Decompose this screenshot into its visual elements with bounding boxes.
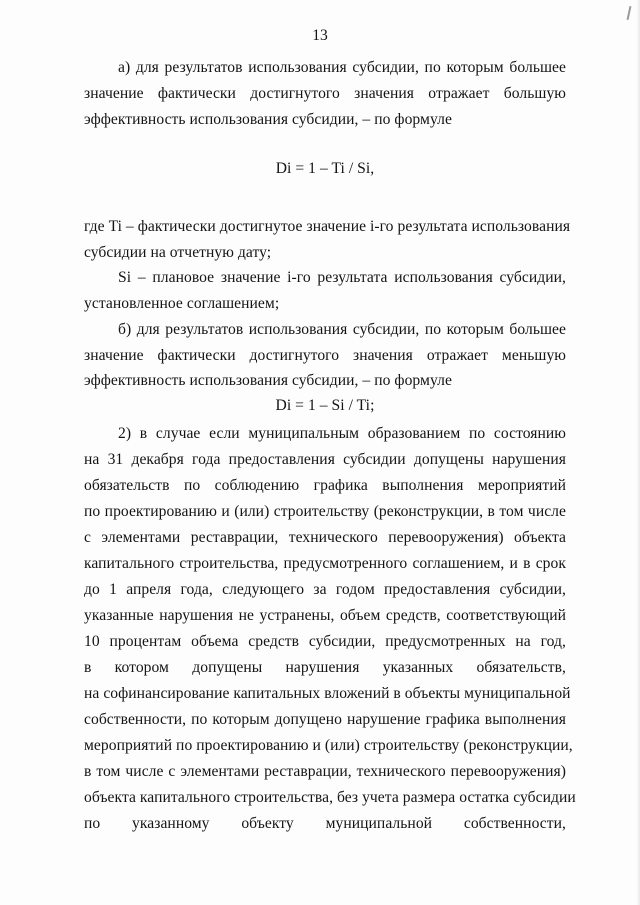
paragraph-b-line-1: б) для результатов использования субсидии, по которым большее [118,321,566,338]
paragraph-a-line-3: эффективность использования субсидии, – по формуле [84,111,452,128]
paragraph-b-line-3: эффективность использования субсидии, – по формуле [84,372,452,389]
definition-ti-line-2: субсидии на отчетную дату; [84,244,272,261]
paragraph-2-line-2: на 31 декабря года предоставления субсидии допущены нарушения [84,451,566,468]
definition-ti-line-1: где Ti – фактически достигнутое значение i-го результата использования [84,218,571,235]
paragraph-2-line-10: в котором допущены нарушения указанных обязательств, [84,659,566,676]
paragraph-2-line-8: указанные нарушения не устранены, объем средств, соответствующий [84,607,566,624]
paragraph-2-line-1: 2) в случае если муниципальным образованием по состоянию [118,425,566,442]
definition-si-line-2: установленное соглашением; [84,295,280,312]
paragraph-b-line-2: значение фактически достигнутого значения отражает меньшую [84,347,566,364]
paragraph-2-line-11: на софинансирование капитальных вложений в объекты муниципальной [84,685,571,702]
paragraph-2-line-9: 10 процентам объема средств субсидии, предусмотренных на год, [84,633,566,650]
paragraph-2-line-3: обязательств по соблюдению графика выполнения мероприятий [84,477,566,494]
paragraph-2-line-6: капитального строительства, предусмотренного соглашением, и в срок [84,555,566,572]
paragraph-2-line-15: объекта капитального строительства, без учета размера остатка субсидии [84,789,576,806]
scan-mark [627,6,632,20]
formula-1: Di = 1 – Ti / Si, [275,160,375,177]
paragraph-2-line-5: с элементами реставрации, технического перевооружения) объекта [84,529,566,546]
paragraph-2-line-13: мероприятий по проектированию и (или) строительству (реконструкции, [84,737,573,754]
paragraph-2-line-12: собственности, по которым допущено нарушение графика выполнения [84,711,566,728]
paragraph-2-line-4: по проектированию и (или) строительству (реконструкции, в том числе [84,503,566,520]
scan-edge [636,0,640,905]
formula-2: Di = 1 – Si / Ti; [275,397,375,414]
paragraph-2-line-14: в том числе с элементами реставрации, технического перевооружения) [84,763,566,780]
definition-si-line-1: Si – плановое значение i-го результата использования субсидии, [118,269,566,286]
paragraph-a-line-2: значение фактически достигнутого значения отражает большую [84,85,566,102]
page-number: 13 [312,27,328,44]
paragraph-2-line-16: по указанному объекту муниципальной собственности, [84,815,566,832]
paragraph-a-line-1: а) для результатов использования субсидии, по которым большее [118,59,566,76]
paragraph-2-line-7: до 1 апреля года, следующего за годом предоставления субсидии, [84,581,566,598]
